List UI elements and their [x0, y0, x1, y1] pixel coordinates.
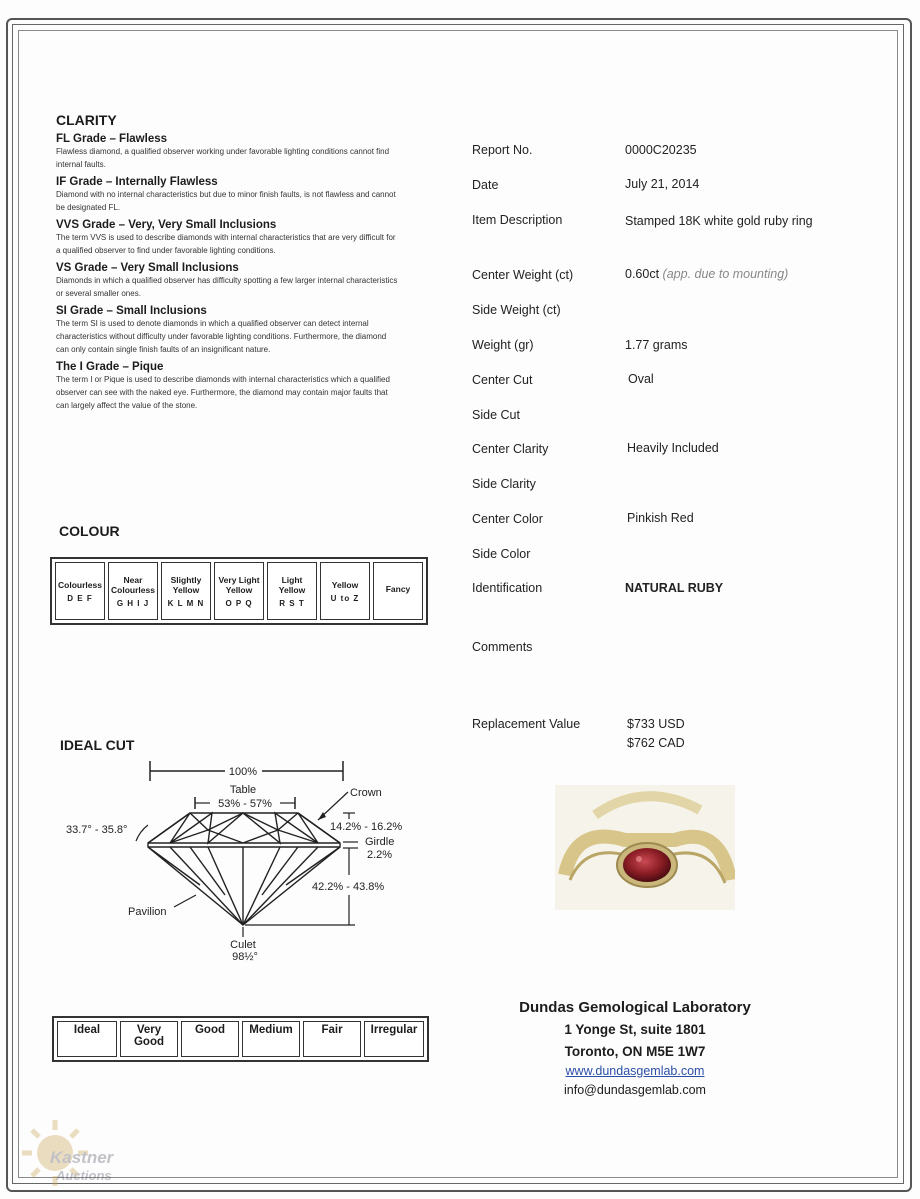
- date-value: July 21, 2014: [625, 177, 700, 191]
- grade-description: The term VVS is used to describe diamonds with internal characteristics that are very difficult for a qualified observer to find under favorable lighting conditions.: [56, 233, 396, 255]
- center-weight-label: Center Weight (ct): [472, 268, 574, 282]
- pavilion-label: Pavilion: [128, 906, 167, 918]
- diamond-outline: [148, 813, 340, 925]
- colour-cell: Yellow U to Z: [320, 562, 370, 620]
- lab-website-link[interactable]: www.dundasgemlab.com: [565, 1064, 705, 1078]
- colour-cell: Very Light Yellow O P Q: [214, 562, 264, 620]
- cut-grade-cell: Very Good: [120, 1021, 178, 1057]
- lab-name: Dundas Gemological Laboratory: [519, 999, 751, 1016]
- crown-height-label: 14.2% - 16.2%: [330, 821, 403, 833]
- center-weight-value: 0.60ct (app. due to mounting): [625, 267, 789, 281]
- cut-grade-cell: Good: [181, 1021, 239, 1057]
- grade-heading: VVS Grade – Very, Very Small Inclusions: [56, 219, 277, 231]
- replacement-usd: $733 USD: [627, 717, 685, 731]
- report-no-value: 0000C20235: [625, 143, 697, 157]
- report-no-label: Report No.: [472, 143, 533, 157]
- comments-label: Comments: [472, 640, 533, 654]
- table-label: Table: [229, 784, 257, 796]
- colour-scale-table: [50, 557, 428, 625]
- crown-angle-label: 33.7° - 35.8°: [66, 824, 128, 836]
- colour-cell: Slightly Yellow K L M N: [161, 562, 211, 620]
- clarity-title: CLARITY: [56, 112, 117, 128]
- grade-heading: SI Grade – Small Inclusions: [56, 305, 207, 317]
- ring-photo: [555, 785, 735, 910]
- center-cut-value: Oval: [628, 372, 654, 386]
- side-color-label: Side Color: [472, 547, 531, 561]
- lab-address-1: 1 Yonge St, suite 1801: [564, 1022, 706, 1037]
- mounting-note: (app. due to mounting): [662, 267, 789, 281]
- girdle-label: Girdle: [365, 836, 395, 848]
- center-cut-label: Center Cut: [472, 373, 533, 387]
- center-color-value: Pinkish Red: [627, 511, 694, 525]
- side-weight-label: Side Weight (ct): [472, 303, 561, 317]
- cut-grade-cell: Ideal: [57, 1021, 117, 1057]
- grade-description: Flawless diamond, a qualified observer working under favorable lighting conditions cannot find internal faults.: [56, 147, 390, 169]
- replacement-value-label: Replacement Value: [472, 717, 581, 731]
- ideal-cut-title: IDEAL CUT: [60, 737, 135, 753]
- colour-cell: Fancy: [373, 562, 423, 620]
- girdle-value: 2.2%: [367, 849, 393, 861]
- center-clarity-label: Center Clarity: [472, 442, 549, 456]
- cut-grade-cell: Medium: [242, 1021, 300, 1057]
- grade-description: The term SI is used to denote diamonds in which a qualified observer can detect internal characteristics without difficulty under favorable lighting conditions. Furthermore, the diamond can only contain single finish faults of an insignificant nature.: [56, 319, 387, 354]
- kastner-watermark: [20, 1118, 140, 1190]
- grade-heading: IF Grade – Internally Flawless: [56, 176, 218, 188]
- center-color-label: Center Color: [472, 512, 543, 526]
- width-label: 100%: [228, 766, 258, 778]
- clarity-section: [56, 112, 401, 412]
- side-cut-label: Side Cut: [472, 408, 520, 422]
- colour-cell: Light Yellow R S T: [267, 562, 317, 620]
- grade-heading: VS Grade – Very Small Inclusions: [56, 262, 239, 274]
- watermark-line-1: Kastner: [50, 1148, 114, 1167]
- colour-title: COLOUR: [59, 523, 120, 539]
- crown-label: Crown: [350, 787, 382, 799]
- center-clarity-value: Heavily Included: [627, 441, 719, 455]
- cut-grade-table: [52, 1016, 429, 1062]
- date-label: Date: [472, 178, 499, 192]
- watermark-line-2: Auctions: [56, 1168, 112, 1183]
- grade-description: Diamonds in which a qualified observer has difficulty spotting a few larger internal characteristics or several smaller ones.: [56, 276, 398, 298]
- lab-address-2: Toronto, ON M5E 1W7: [564, 1044, 706, 1059]
- cut-grade-cell: Irregular: [364, 1021, 424, 1057]
- item-description-label: Item Description: [472, 213, 563, 227]
- identification-label: Identification: [472, 581, 543, 595]
- culet-value: 98½°: [232, 951, 258, 963]
- table-range-label: 53% - 57%: [218, 798, 272, 810]
- weight-label: Weight (gr): [472, 338, 534, 352]
- grade-description: The term I or Pique is used to describe diamonds with internal characteristics which a qualified observer can see with the naked eye. Furthermore, the diamond may contain major faults that can largely affect the value of the stone.: [56, 375, 390, 410]
- grade-description: Diamond with no internal characteristics but due to minor finish faults, is not flawless and cannot be designated FL.: [56, 190, 396, 212]
- side-clarity-label: Side Clarity: [472, 477, 536, 491]
- item-description-value: Stamped 18K white gold ruby ring: [625, 214, 813, 228]
- culet-label: Culet: [230, 939, 256, 951]
- lab-email: info@dundasgemlab.com: [564, 1083, 706, 1097]
- cut-grade-cell: Fair: [303, 1021, 361, 1057]
- grade-heading: FL Grade – Flawless: [56, 133, 168, 145]
- colour-cell: Near Colourless G H I J: [108, 562, 158, 620]
- pavilion-depth-label: 42.2% - 43.8%: [312, 881, 385, 893]
- identification-value: NATURAL RUBY: [625, 581, 724, 595]
- grade-heading: The I Grade – Pique: [56, 361, 164, 373]
- replacement-cad: $762 CAD: [627, 736, 685, 750]
- diamond-proportions-diagram: [40, 755, 440, 970]
- weight-value: 1.77 grams: [625, 338, 688, 352]
- colour-cell: Colourless D E F: [55, 562, 105, 620]
